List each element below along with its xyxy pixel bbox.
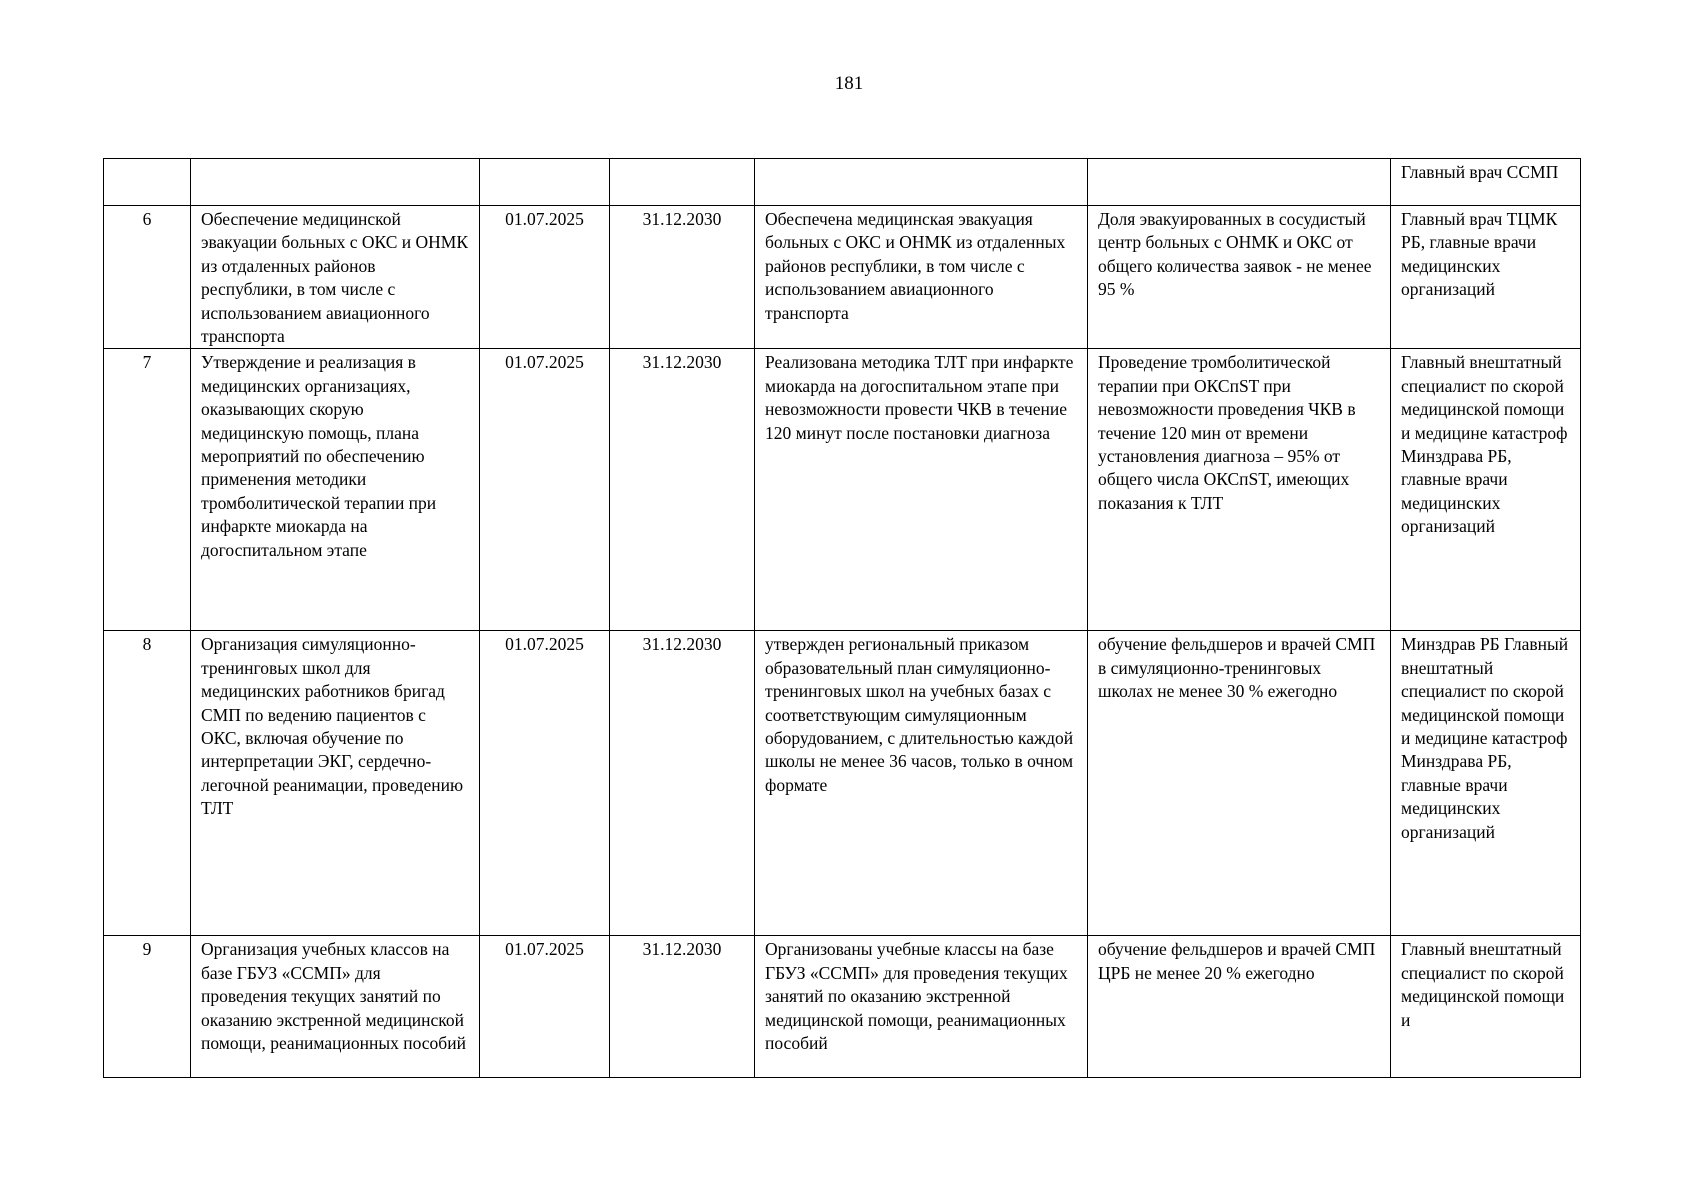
measure-cell xyxy=(191,159,480,206)
start-date-cell: 01.07.2025 xyxy=(480,631,610,936)
measure-cell: Утверждение и реализация в медицинских организациях, оказывающих скорую медицинскую помощь, плана мероприятий по обеспечению применения методики тромболитической терапии при инфаркте миокарда на догоспитальном этапе xyxy=(191,349,480,631)
start-date-cell: 01.07.2025 xyxy=(480,349,610,631)
row-number-cell xyxy=(104,159,191,206)
end-date-cell xyxy=(610,159,755,206)
row-number-cell: 9 xyxy=(104,936,191,1078)
indicator-cell: Проведение тромболитической терапии при ОКСпST при невозможности проведения ЧКВ в течение 120 мин от времени установления диагноза – 95% от общего числа ОКСпST, имеющих показания к ТЛТ xyxy=(1088,349,1391,631)
table-row xyxy=(104,936,1581,1078)
start-date-cell: 01.07.2025 xyxy=(480,206,610,349)
indicator-cell: обучение фельдшеров и врачей СМП ЦРБ не менее 20 % ежегодно xyxy=(1088,936,1391,1078)
row-number-cell: 7 xyxy=(104,349,191,631)
result-cell xyxy=(755,159,1088,206)
table-row xyxy=(104,349,1581,631)
indicator-cell xyxy=(1088,159,1391,206)
responsible-cell: Главный врач ТЦМК РБ, главные врачи медицинских организаций xyxy=(1391,206,1581,349)
start-date-cell xyxy=(480,159,610,206)
end-date-cell: 31.12.2030 xyxy=(610,936,755,1078)
result-cell: Реализована методика ТЛТ при инфаркте миокарда на догоспитальном этапе при невозможности провести ЧКВ в течение 120 минут после постановки диагноза xyxy=(755,349,1088,631)
row-number-cell: 8 xyxy=(104,631,191,936)
result-cell: Обеспечена медицинская эвакуация больных с ОКС и ОНМК из отдаленных районов республики, в том числе с использованием авиационного транспорта xyxy=(755,206,1088,349)
table-row xyxy=(104,159,1581,206)
table-row xyxy=(104,631,1581,936)
end-date-cell: 31.12.2030 xyxy=(610,349,755,631)
page-number: 181 xyxy=(834,73,864,94)
table-row xyxy=(104,206,1581,349)
row-number-cell: 6 xyxy=(104,206,191,349)
measure-cell: Организация учебных классов на базе ГБУЗ «ССМП» для проведения текущих занятий по оказанию экстренной медицинской помощи, реанимационных пособий xyxy=(191,936,480,1078)
result-cell: Организованы учебные классы на базе ГБУЗ «ССМП» для проведения текущих занятий по оказанию экстренной медицинской помощи, реанимационных пособий xyxy=(755,936,1088,1078)
end-date-cell: 31.12.2030 xyxy=(610,206,755,349)
start-date-cell: 01.07.2025 xyxy=(480,936,610,1078)
indicator-cell: обучение фельдшеров и врачей СМП в симуляционно-тренинговых школах не менее 30 % ежегодно xyxy=(1088,631,1391,936)
indicator-cell: Доля эвакуированных в сосудистый центр больных с ОНМК и ОКС от общего количества заявок - не менее 95 % xyxy=(1088,206,1391,349)
measures-table xyxy=(103,158,1581,1078)
measure-cell: Обеспечение медицинской эвакуации больных с ОКС и ОНМК из отдаленных районов республики, в том числе с использованием авиационного транспорта xyxy=(191,206,480,349)
responsible-cell: Главный внештатный специалист по скорой медицинской помощи и медицине катастроф Минздрава РБ, главные врачи медицинских организаций xyxy=(1391,349,1581,631)
responsible-cell: Главный врач ССМП xyxy=(1391,159,1581,206)
responsible-cell: Минздрав РБ Главный внештатный специалист по скорой медицинской помощи и медицине катастроф Минздрава РБ, главные врачи медицинских организаций xyxy=(1391,631,1581,936)
responsible-cell: Главный внештатный специалист по скорой медицинской помощи и xyxy=(1391,936,1581,1078)
result-cell: утвержден региональный приказом образовательный план симуляционно-тренинговых школ на учебных базах с соответствующим симуляционным оборудованием, с длительностью каждой школы не менее 36 часов, только в очном формате xyxy=(755,631,1088,936)
measure-cell: Организация симуляционно-тренинговых школ для медицинских работников бригад СМП по ведению пациентов с ОКС, включая обучение по интерпретации ЭКГ, сердечно-легочной реанимации, проведению ТЛТ xyxy=(191,631,480,936)
end-date-cell: 31.12.2030 xyxy=(610,631,755,936)
